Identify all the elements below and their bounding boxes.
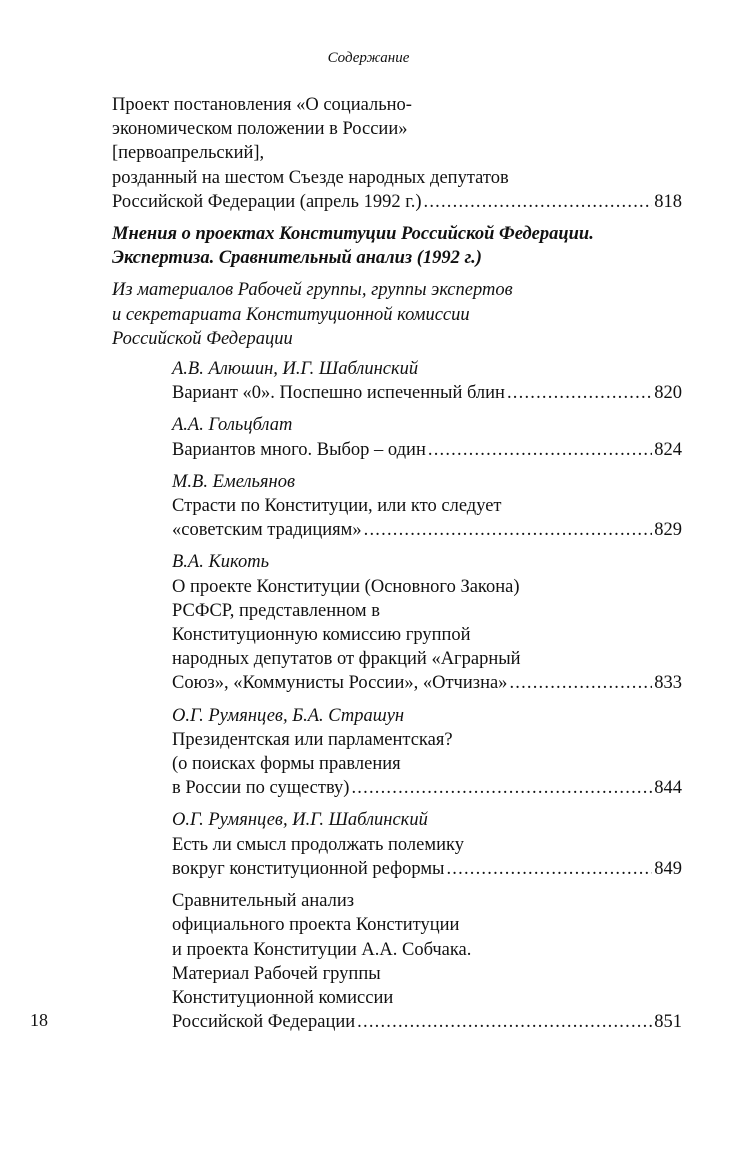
toc-entry (172, 357, 682, 405)
section-heading-line: Экспертиза. Сравнительный анализ (1992 г.) (112, 248, 482, 269)
entry-line: РСФСР, представленном в (172, 600, 380, 621)
subsection-heading (112, 278, 682, 351)
section-heading (112, 222, 682, 270)
entry-authors: А.А. Гольцблат (172, 415, 293, 436)
entry-line: Сравнительный анализ (172, 891, 355, 912)
subsection-heading-line: Из материалов Рабочей группы, группы экспертов (112, 280, 513, 301)
dot-leader (351, 776, 652, 800)
page-ref: 829 (654, 520, 682, 541)
entry-last-line (112, 190, 682, 214)
dot-leader (424, 190, 653, 214)
entry-line: Материал Рабочей группы (172, 963, 381, 984)
entry-line: вокруг конституционной реформы (172, 858, 445, 879)
running-head: Содержание (327, 50, 410, 66)
entry-line: Президентская или парламентская? (172, 729, 453, 750)
entry-authors: А.В. Алюшин, И.Г. Шаблинский (172, 359, 419, 380)
entry-last-line (172, 381, 682, 405)
dot-leader (364, 518, 653, 542)
page-ref: 844 (654, 778, 682, 799)
page-ref: 820 (654, 383, 682, 404)
toc-entry (172, 413, 682, 461)
entry-line: и проекта Конституции А.А. Собчака. (172, 939, 472, 960)
entry-authors: М.В. Емельянов (172, 471, 295, 492)
page-ref: 818 (654, 191, 682, 212)
dot-leader (428, 438, 652, 462)
toc-entry (112, 93, 682, 214)
toc-entry (172, 704, 682, 801)
entry-line: розданный на шестом Съезде народных депутатов (112, 167, 509, 188)
dot-leader (507, 381, 652, 405)
entry-last-line (172, 1010, 682, 1034)
entry-line: Союз», «Коммунисты России», «Отчизна» (172, 673, 508, 694)
toc-entry (172, 550, 682, 695)
page-ref: 824 (654, 439, 682, 460)
entry-last-line (172, 518, 682, 542)
entry-line: Конституционную комиссию группой (172, 625, 471, 646)
entry-line: «советским традициям» (172, 520, 362, 541)
subsection-heading-line: и секретариата Конституционной комиссии (112, 304, 470, 325)
dot-leader (509, 671, 652, 695)
table-of-contents (112, 93, 682, 1042)
toc-entry (172, 470, 682, 543)
entry-line: [первоапрельский], (112, 143, 265, 164)
entry-line: О проекте Конституции (Основного Закона) (172, 576, 520, 597)
entry-authors: О.Г. Румянцев, Б.А. Страшун (172, 705, 405, 726)
entry-last-line (172, 776, 682, 800)
page-ref: 849 (654, 858, 682, 879)
entry-last-line (172, 857, 682, 881)
entry-line: Есть ли смысл продолжать полемику (172, 834, 464, 855)
entry-line: (о поисках формы правления (172, 754, 401, 775)
entry-line: Вариантов много. Выбор – один (172, 439, 426, 460)
page-number: 18 (30, 1010, 48, 1030)
entry-last-line (172, 671, 682, 695)
entry-line: экономическом положении в России» (112, 119, 408, 140)
entry-line: Российской Федерации (апрель 1992 г.) (112, 191, 422, 212)
entry-authors: О.Г. Румянцев, И.Г. Шаблинский (172, 810, 428, 831)
entry-line: в России по существу) (172, 778, 350, 799)
page-ref: 851 (654, 1012, 682, 1033)
entry-line: Конституционной комиссии (172, 987, 394, 1008)
toc-entry (172, 808, 682, 881)
entry-line: Страсти по Конституции, или кто следует (172, 496, 502, 517)
toc-entry (172, 889, 682, 1034)
page-ref: 833 (654, 673, 682, 694)
entry-last-line (172, 438, 682, 462)
entry-line: Вариант «0». Поспешно испеченный блин (172, 383, 505, 404)
entry-line: народных депутатов от фракций «Аграрный (172, 649, 521, 670)
entry-line: официального проекта Конституции (172, 915, 460, 936)
entry-authors: В.А. Кикоть (172, 552, 269, 573)
subsection-heading-line: Российской Федерации (112, 328, 293, 349)
entry-line: Проект постановления «О социально- (112, 95, 412, 115)
section-heading-line: Мнения о проектах Конституции Российской Федерации. (112, 224, 594, 245)
entry-line: Российской Федерации (172, 1012, 356, 1033)
dot-leader (446, 857, 652, 881)
dot-leader (357, 1010, 652, 1034)
